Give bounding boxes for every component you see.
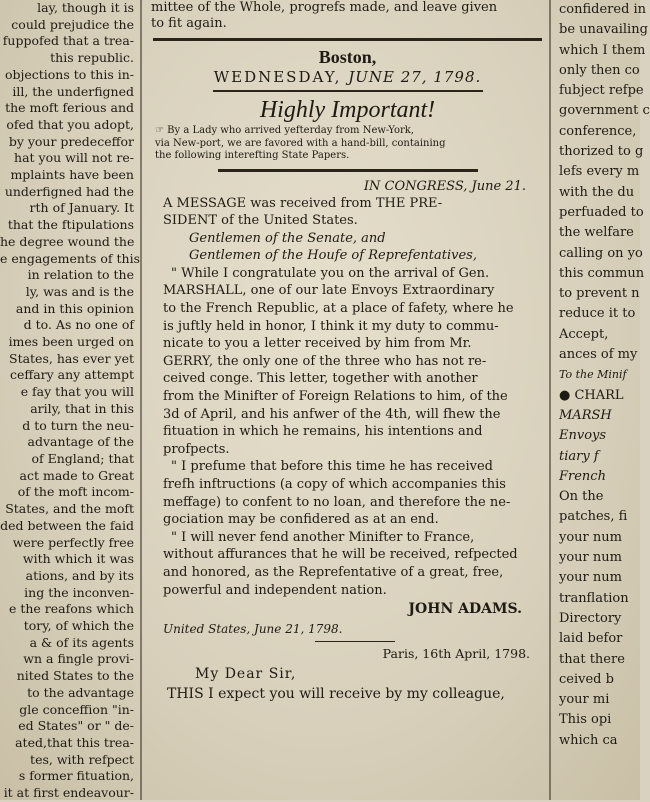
left-column-line: ly, was and is the	[25, 283, 134, 299]
salutation: My Dear Sir,	[195, 666, 297, 683]
right-column-line: ceived b	[559, 671, 614, 687]
right-column-line: laid befor	[559, 631, 623, 647]
intro-rule	[218, 169, 478, 172]
left-column-line: rth of January. It	[29, 200, 134, 216]
message-line: SIDENT of the United States.	[163, 213, 358, 229]
place-heading: Boston,	[318, 47, 377, 67]
message-line: ceived conge. This letter, together with another	[163, 371, 478, 387]
left-column-line: e fay that you will	[20, 384, 134, 400]
left-column-line: underfigned had the	[4, 183, 134, 199]
left-column-line: ed States" or " de-	[18, 718, 134, 734]
right-column-line: that there	[559, 651, 625, 667]
left-column-line: of England; that	[31, 450, 134, 466]
right-column-line: confidered in	[559, 2, 647, 17]
right-column-line: government c	[559, 103, 650, 119]
right-column-line: this commun	[559, 265, 645, 281]
dateline-rule	[213, 90, 483, 92]
right-column-line: calling on yo	[559, 245, 643, 261]
left-column-line: were perfectly free	[12, 534, 134, 550]
message-line: powerful and independent nation.	[163, 582, 387, 598]
message-line: " While I congratulate you on the arrival of Gen.	[171, 265, 490, 281]
right-column-line: ● CHARL	[559, 387, 624, 403]
message-line: nicate to you a letter received by him from Mr.	[163, 336, 472, 352]
right-column-line: reduce it to	[559, 306, 636, 322]
left-column-line: tes, with refpect	[30, 751, 134, 767]
left-column-line: ing the inconven-	[24, 584, 134, 600]
right-column-line: your mi	[559, 692, 610, 708]
left-column-line: with which it was	[22, 551, 134, 567]
right-column-line: French	[559, 468, 606, 484]
message-line: Gentlemen of the Houfe of Reprefentatives,	[189, 248, 477, 264]
right-column-line: ances of my	[559, 347, 638, 363]
date-rest: JUNE 27, 1798.	[348, 68, 482, 86]
column-divider-left	[140, 0, 142, 800]
column-divider-right	[549, 0, 551, 800]
right-column-line: only then co	[559, 62, 640, 78]
left-column-line: e engagements of this	[0, 250, 140, 266]
left-column-line: States, and the moft	[5, 501, 134, 517]
message-line: 3d of April, and his anfwer of the 4th, will fhew the	[163, 406, 501, 422]
right-column-line: which ca	[559, 732, 618, 748]
right-column-line: your num	[559, 550, 622, 566]
left-column-line: lay, though it is	[37, 0, 134, 15]
left-column-line: ill, the underfigned	[12, 83, 134, 99]
left-column-line: by your predeceffor	[8, 133, 134, 149]
letter-rule	[315, 641, 395, 642]
top-line-1: mittee of the Whole, progrefs made, and leave given	[151, 0, 498, 15]
left-column-line: imes been urged on	[8, 334, 134, 350]
left-column-line: advantage of the	[27, 434, 134, 450]
message-line: " I will never fend another Minifter to France,	[171, 529, 475, 545]
left-column-line: States, has ever yet	[9, 350, 134, 366]
right-column-line: fubject refpe	[559, 83, 644, 99]
right-column-line: with the du	[559, 184, 635, 200]
message-line: " I prefume that before this time he has received	[171, 459, 493, 475]
left-column-line: to the advantage	[27, 684, 134, 700]
left-column-line: ded between the faid	[0, 517, 134, 533]
left-column-line: and in this opinion	[15, 300, 134, 316]
paris-dateline: Paris, 16th April, 1798.	[382, 646, 530, 662]
right-column-line: which I them	[559, 42, 646, 58]
message-line: and honored, as the Reprefentative of a great, free,	[163, 564, 504, 580]
left-column-line: could prejudice the	[11, 16, 134, 32]
letter-first-line: THIS I expect you will receive by my colleague,	[167, 686, 505, 703]
section-rule	[153, 38, 542, 41]
left-column-line: ated,that this trea-	[15, 734, 134, 750]
right-column-line: lefs every m	[559, 164, 640, 180]
right-column-line: tranflation	[559, 590, 629, 606]
left-column-line: gle conceffion "in-	[19, 701, 134, 717]
message-line: Gentlemen of the Senate, and	[189, 230, 386, 246]
dateline	[145, 67, 550, 87]
message-line: to the French Republic, at a place of fafety, where he	[163, 301, 514, 317]
message-line: without affurances that he will be received, refpected	[163, 547, 518, 563]
date-day: WEDNESDAY,	[213, 68, 342, 86]
left-column-line: tory, of which the	[23, 618, 134, 634]
left-column-line: ofed that you adopt,	[6, 116, 134, 132]
left-column-line: in relation to the	[27, 267, 134, 283]
right-column-line: tiary f	[559, 448, 599, 464]
left-column-line: nited States to the	[16, 668, 134, 684]
message-line: is juftly held in honor, I think it my duty to commu-	[163, 318, 499, 334]
message-line: MARSHALL, one of our late Envoys Extraordinary	[163, 283, 495, 299]
top-line-2: to fit again.	[151, 16, 227, 31]
left-column-line: d to. As no one of	[23, 317, 134, 333]
intro-line-3: the following interefting State Papers.	[155, 150, 350, 161]
right-column-line: be unavailing	[559, 22, 648, 38]
right-column-line: perfuaded to	[559, 204, 644, 220]
right-column-line: Envoys	[559, 428, 607, 444]
right-column-line: your num	[559, 570, 622, 586]
left-column-line: s former fituation,	[18, 768, 134, 784]
signature: JOHN ADAMS.	[408, 601, 522, 618]
right-column-line: To the Minif	[559, 368, 627, 382]
message-line: fituation in which he remains, his intentions and	[163, 424, 483, 440]
right-column-line: your num	[559, 529, 622, 545]
left-column-line: the moft ferious and	[5, 100, 134, 116]
intro-line-1: ☞ By a Lady who arrived yefterday from New-York,	[155, 125, 414, 136]
left-column-line: it at first endeavour-	[3, 785, 134, 801]
right-column-line: patches, fi	[559, 509, 628, 525]
right-column-line: conference,	[559, 123, 637, 139]
message-body	[145, 195, 550, 600]
left-column-line: d to turn the neu-	[22, 417, 134, 433]
message-line: frefh inftructions (a copy of which accompanies this	[163, 477, 506, 492]
left-column-line: act made to Great	[19, 467, 134, 483]
right-column-line: the welfare	[559, 225, 634, 241]
left-column-line: that the ftipulations	[7, 217, 134, 233]
middle-column	[145, 0, 550, 800]
right-column-line: to prevent n	[559, 286, 640, 302]
right-column-line: Directory	[559, 610, 622, 626]
right-column-line: On the	[559, 489, 604, 505]
right-column-line: MARSH	[559, 407, 612, 423]
right-column	[553, 0, 650, 800]
left-column-line: ations, and by its	[25, 567, 134, 583]
message-line: A MESSAGE was received from THE PRE-	[163, 195, 443, 211]
left-column-line: this republic.	[50, 50, 134, 66]
headline: Highly Important!	[259, 97, 436, 123]
left-column-line: he degree wound the	[0, 233, 135, 249]
message-line: gociation may be confidered as at an end.	[163, 512, 439, 528]
left-column-line: objections to this in-	[4, 66, 134, 82]
left-column-line: hat you will not re-	[14, 150, 134, 166]
left-column-line: e the reafons which	[8, 601, 134, 617]
left-column-line: wn a fingle provi-	[23, 651, 134, 667]
congress-line: IN CONGRESS, June 21.	[363, 178, 526, 194]
intro-line-2: via New-port, we are favored with a hand-bill, containing	[155, 137, 446, 149]
left-column-line: a & of its agents	[29, 634, 134, 650]
left-column-line: ceffary any attempt	[9, 367, 134, 383]
message-line: meffage) to confent to no loan, and therefore the ne-	[163, 494, 511, 510]
message-line: from the Minifter of Foreign Relations to him, of the	[163, 389, 508, 405]
left-column-line: fuppofed that a trea-	[2, 33, 134, 49]
left-column-line: arily, that in this	[30, 400, 134, 416]
message-line: profpects.	[163, 441, 230, 457]
dated-line: United States, June 21, 1798.	[163, 622, 343, 637]
right-column-line: Accept,	[559, 326, 609, 342]
right-column-line: thorized to g	[559, 144, 644, 160]
left-column	[0, 0, 138, 800]
message-line: GERRY, the only one of the three who has not re-	[163, 353, 487, 369]
left-column-line: mplaints have been	[10, 167, 134, 183]
right-column-line: This opi	[559, 712, 612, 728]
left-column-line: of the moft incom-	[17, 484, 134, 500]
